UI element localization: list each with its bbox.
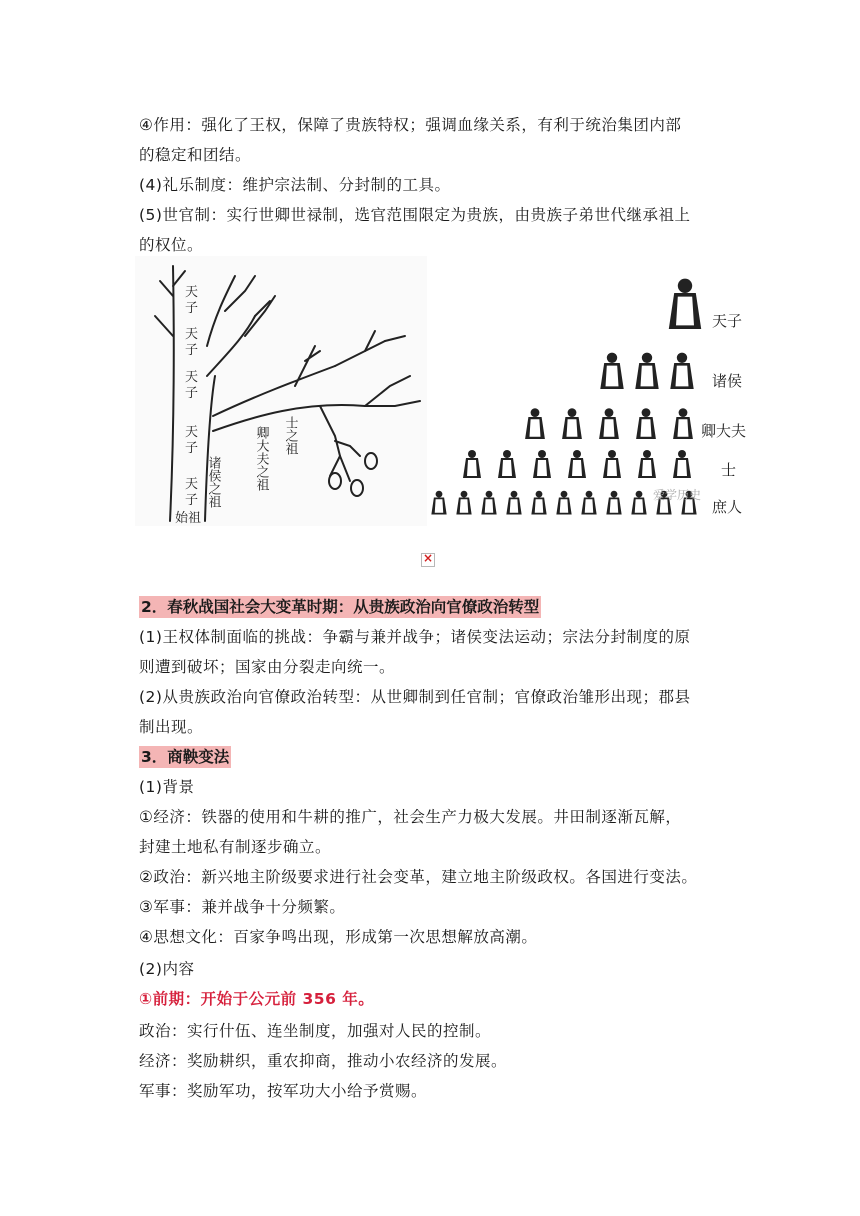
level-label-zhuhou: 诸侯 xyxy=(712,372,743,390)
paragraph-line: 制出现。 xyxy=(139,718,204,736)
subsection-title: (2)内容 xyxy=(139,960,195,978)
tree-root-label: 始祖 xyxy=(175,511,202,526)
watermark: 爱学历史 xyxy=(653,488,702,502)
tree-trunk-label: 天 xyxy=(185,370,199,385)
level-label-qingdafu: 卿大夫 xyxy=(701,422,747,440)
highlighted-line: ①前期：开始于公元前 356 年。 xyxy=(139,990,375,1008)
tree-trunk-label: 天 xyxy=(185,425,199,440)
paragraph-line: ④思想文化：百家争鸣出现，形成第一次思想解放高潮。 xyxy=(139,928,538,946)
tree-branch-label-ministers: 卿大夫之祖 xyxy=(253,426,269,491)
clan-tree-diagram xyxy=(135,256,427,526)
tree-trunk-label: 天 xyxy=(185,327,199,342)
paragraph-line: 政治：实行什伍、连坐制度，加强对人民的控制。 xyxy=(139,1022,492,1040)
tree-trunk-label: 子 xyxy=(185,493,199,508)
paragraph-line: (5)世官制：实行世卿世禄制，选官范围限定为贵族，由贵族子弟世代继承祖上 xyxy=(139,206,691,224)
level-label-tianzi: 天子 xyxy=(712,312,743,330)
paragraph-line: 封建土地私有制逐步确立。 xyxy=(139,838,332,856)
paragraph-line: (1)王权体制面临的挑战：争霸与兼并战争；诸侯变法运动；宗法分封制度的原 xyxy=(139,628,691,646)
tree-branch-label-feudal-lords: 诸侯之祖 xyxy=(205,456,221,508)
social-hierarchy-pyramid xyxy=(427,256,757,526)
paragraph-line: (2)从贵族政治向官僚政治转型：从世卿制到任官制；官僚政治雏形出现；郡县 xyxy=(139,688,691,706)
subsection-title: (1)背景 xyxy=(139,778,195,796)
level-label-shi: 士 xyxy=(721,461,737,479)
paragraph-line: ④作用：强化了王权，保障了贵族特权；强调血缘关系，有利于统治集团内部 xyxy=(139,116,682,134)
paragraph-line: 经济：奖励耕织，重农抑商，推动小农经济的发展。 xyxy=(139,1052,508,1070)
paragraph-line: 军事：奖励军功，按军功大小给予赏赐。 xyxy=(139,1082,428,1100)
tree-branch-label-scholars: 士之祖 xyxy=(282,416,298,455)
paragraph-line: 的稳定和团结。 xyxy=(139,146,252,164)
paragraph-line: 的权位。 xyxy=(139,236,204,254)
paragraph-line: 则遭到破坏；国家由分裂走向统一。 xyxy=(139,658,396,676)
section-heading: 3．商鞅变法 xyxy=(141,748,230,766)
clan-system-figure xyxy=(135,256,760,528)
broken-image-icon: × xyxy=(423,551,434,565)
section-heading: 2．春秋战国社会大变革时期：从贵族政治向官僚政治转型 xyxy=(141,598,540,616)
tree-trunk-label: 天 xyxy=(185,477,199,492)
tree-trunk-label: 子 xyxy=(185,343,199,358)
paragraph-line: (4)礼乐制度：维护宗法制、分封制的工具。 xyxy=(139,176,451,194)
paragraph-line: ②政治：新兴地主阶级要求进行社会变革，建立地主阶级政权。各国进行变法。 xyxy=(139,868,698,886)
tree-trunk-label: 天 xyxy=(185,285,199,300)
tree-trunk-label: 子 xyxy=(185,301,199,316)
paragraph-line: ③军事：兼并战争十分频繁。 xyxy=(139,898,346,916)
level-label-shuren: 庶人 xyxy=(712,498,743,516)
paragraph-line: ①经济：铁器的使用和牛耕的推广，社会生产力极大发展。井田制逐渐瓦解， xyxy=(139,808,682,826)
tree-trunk-label: 子 xyxy=(185,441,199,456)
tree-trunk-label: 子 xyxy=(185,386,199,401)
